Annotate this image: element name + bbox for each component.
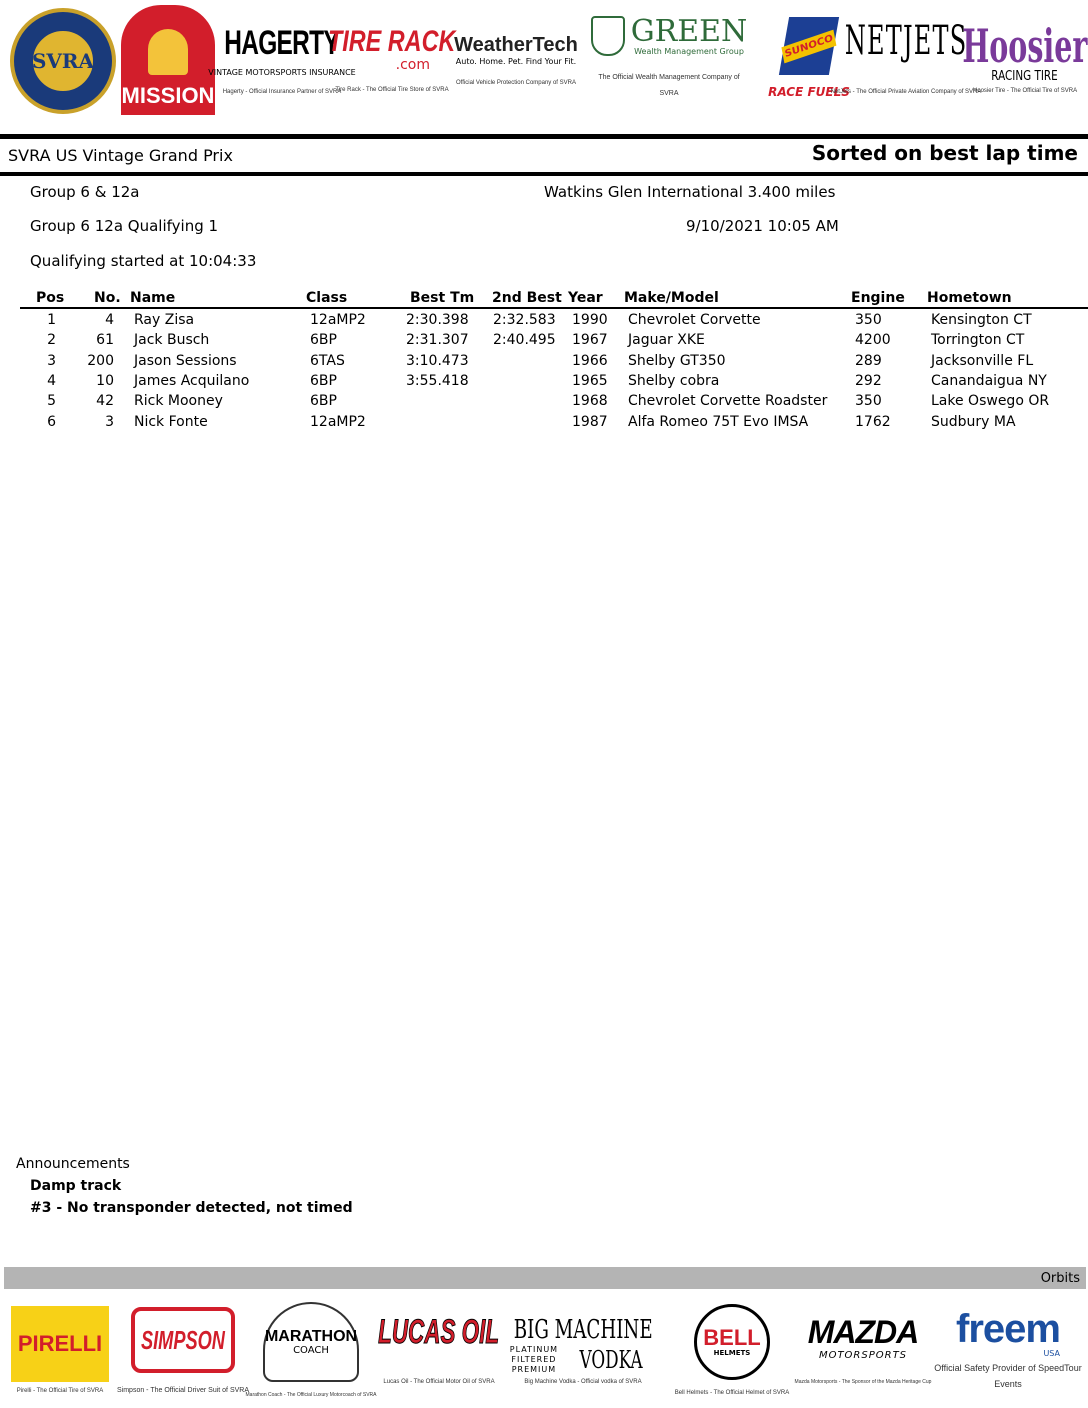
cell-second: 2:32.583 <box>493 312 556 328</box>
svra-logo-text: SVRA <box>30 28 96 94</box>
cell-hometown: Lake Oswego OR <box>931 393 1050 409</box>
cell-no: 61 <box>96 332 114 348</box>
bigmachine-tag: PLATINUM FILTERED PREMIUM <box>509 1345 559 1374</box>
session-datetime: 9/10/2021 10:05 AM <box>686 217 839 235</box>
header-rule-bottom <box>0 172 1088 176</box>
svra-logo <box>8 6 118 116</box>
lucasoil-logo <box>378 1298 500 1402</box>
cell-name: James Acquilano <box>134 373 250 389</box>
col-header-engine: Engine <box>851 290 905 306</box>
bigmachine-caption: Big Machine Vodka - Official vodka of SVRA <box>524 1379 642 1385</box>
col-header-second: 2nd Best <box>492 290 562 306</box>
col-header-year: Year <box>568 290 603 306</box>
cell-no: 10 <box>96 373 114 389</box>
weathertech-logo-text: WeatherTech <box>454 33 578 56</box>
netjets-caption: NetJets - The Official Private Aviation Company of SVRA <box>830 89 982 95</box>
bell-caption: Bell Helmets - The Official Helmet of SVRA <box>674 1390 790 1396</box>
cell-make: Alfa Romeo 75T Evo IMSA <box>628 414 809 430</box>
col-header-make: Make/Model <box>624 290 719 306</box>
bigmachine-vodka: VODKA <box>579 1346 643 1374</box>
bigmachine-logo-text: BIG MACHINE <box>513 1315 653 1345</box>
announcement-item: #3 - No transponder detected, not timed <box>30 1200 353 1216</box>
cell-class: 6BP <box>310 373 337 389</box>
sponsor-banner-top <box>0 0 1088 128</box>
cell-year: 1967 <box>572 332 608 348</box>
cell-hometown: Canandaigua NY <box>931 373 1047 389</box>
col-header-no: No. <box>94 290 121 306</box>
cell-pos: 1 <box>47 312 56 328</box>
cell-hometown: Torrington CT <box>931 332 1025 348</box>
cell-class: 6BP <box>310 332 337 348</box>
sponsor-banner-bottom <box>0 1292 1088 1408</box>
cell-engine: 350 <box>855 312 882 328</box>
cell-make: Chevrolet Corvette <box>628 312 761 328</box>
sort-label: Sorted on best lap time <box>811 141 1078 165</box>
cell-pos: 5 <box>47 393 56 409</box>
tirerack-com: .com <box>395 57 430 73</box>
col-header-hometown: Hometown <box>927 290 1012 306</box>
green-logo <box>594 10 748 108</box>
mission-logo-text: MISSION <box>121 83 215 108</box>
cell-class: 12aMP2 <box>310 312 366 328</box>
freem-caption: Official Safety Provider of SpeedTour Events <box>934 1362 1082 1389</box>
hoosier-caption: Hoosier Tire - The Official Tire of SVRA <box>972 87 1078 94</box>
pirelli-logo-text: PIRELLI <box>17 1331 103 1356</box>
col-header-class: Class <box>306 290 348 306</box>
tirerack-logo-text: TIRE RACK <box>328 25 456 58</box>
cell-name: Ray Zisa <box>134 312 195 328</box>
col-header-best: Best Tm <box>410 290 475 306</box>
cell-year: 1968 <box>572 393 608 409</box>
cell-pos: 2 <box>47 332 56 348</box>
table-row <box>0 332 1088 352</box>
cell-pos: 6 <box>47 414 56 430</box>
mazda-logo <box>794 1298 932 1402</box>
hagerty-caption: Hagerty - Official Insurance Partner of SVRA <box>222 88 342 95</box>
pirelli-logo <box>4 1298 116 1402</box>
netjets-logo <box>830 6 982 110</box>
hagerty-logo-text: HAGERTY <box>224 23 340 62</box>
pirelli-caption: Pirelli - The Official Tire of SVRA <box>16 1388 104 1394</box>
cell-make: Shelby cobra <box>628 373 720 389</box>
cell-name: Rick Mooney <box>134 393 223 409</box>
cell-no: 200 <box>87 353 114 369</box>
cell-engine: 292 <box>855 373 882 389</box>
bell-tagline: HELMETS <box>713 1349 751 1357</box>
simpson-caption: Simpson - The Official Driver Suit of SVRA <box>117 1386 250 1394</box>
weathertech-caption: Official Vehicle Protection Company of SVRA <box>456 79 576 86</box>
lucasoil-caption: Lucas Oil - The Official Motor Oil of SVRA <box>383 1379 495 1385</box>
cell-year: 1990 <box>572 312 608 328</box>
group-label: Group 6 & 12a <box>30 183 140 201</box>
bell-logo-text: BELL <box>703 1325 761 1350</box>
table-row <box>0 373 1088 393</box>
cell-pos: 4 <box>47 373 56 389</box>
tirerack-caption: Tire Rack - The Official Tire Store of SVRA <box>335 87 449 93</box>
cell-engine: 289 <box>855 353 882 369</box>
hagerty-tagline: VINTAGE MOTORSPORTS INSURANCE <box>208 67 356 77</box>
footer-label: Orbits <box>1040 1271 1080 1286</box>
freem-logo-text: freem <box>956 1306 1060 1351</box>
cell-engine: 1762 <box>855 414 891 430</box>
bigmachine-logo <box>508 1298 658 1402</box>
cell-class: 6BP <box>310 393 337 409</box>
weathertech-logo <box>452 20 580 100</box>
col-header-name: Name <box>130 290 176 306</box>
cell-no: 42 <box>96 393 114 409</box>
event-title: SVRA US Vintage Grand Prix <box>8 146 233 165</box>
hoosier-logo <box>962 6 1088 110</box>
cell-engine: 4200 <box>855 332 891 348</box>
cell-make: Jaguar XKE <box>628 332 705 348</box>
cell-year: 1966 <box>572 353 608 369</box>
cell-make: Shelby GT350 <box>628 353 726 369</box>
green-logo-text: GREEN <box>630 13 748 49</box>
tirerack-logo <box>328 8 456 112</box>
simpson-logo-text: SIMPSON <box>141 1324 225 1355</box>
cell-no: 4 <box>105 312 114 328</box>
session-start: Qualifying started at 10:04:33 <box>30 252 257 270</box>
cell-hometown: Jacksonville FL <box>931 353 1034 369</box>
marathon-logo-text: MARATHON <box>264 1327 358 1345</box>
track-label: Watkins Glen International 3.400 miles <box>544 183 836 201</box>
sunoco-tagline: RACE FUELS <box>768 85 850 99</box>
marathon-tagline: COACH <box>293 1344 329 1356</box>
table-header-rule <box>20 307 1088 309</box>
hagerty-logo <box>208 8 356 112</box>
cell-name: Jason Sessions <box>134 353 237 369</box>
lucasoil-logo-text: LUCAS OIL <box>378 1313 500 1351</box>
marathon-logo <box>246 1298 376 1402</box>
green-caption: The Official Wealth Management Company of SVRA <box>598 74 740 97</box>
freem-logo <box>932 1298 1084 1402</box>
mazda-tagline: MOTORSPORTS <box>818 1349 908 1361</box>
cell-name: Jack Busch <box>134 332 210 348</box>
cell-make: Chevrolet Corvette Roadster <box>628 393 828 409</box>
sunoco-logo-text: SUNOCO <box>781 29 836 63</box>
marathon-caption: Marathon Coach - The Official Luxury Motorcoach of SVRA <box>245 1392 377 1398</box>
cell-class: 12aMP2 <box>310 414 366 430</box>
bell-logo <box>670 1298 794 1402</box>
header-rule-top <box>0 134 1088 139</box>
cell-year: 1987 <box>572 414 608 430</box>
col-header-pos: Pos <box>36 290 65 306</box>
simpson-logo <box>117 1298 250 1402</box>
mission-logo <box>120 4 216 116</box>
session-label: Group 6 12a Qualifying 1 <box>30 217 219 235</box>
announcement-item: Damp track <box>30 1178 122 1194</box>
mazda-caption: Mazda Motorsports - The Sponsor of the Mazda Heritage Cup <box>794 1378 932 1385</box>
table-row <box>0 312 1088 332</box>
weathertech-tagline: Auto. Home. Pet. Find Your Fit. <box>455 56 577 66</box>
cell-best: 2:31.307 <box>406 332 469 348</box>
cell-best: 3:55.418 <box>406 373 469 389</box>
freem-tagline: USA <box>1043 1348 1060 1358</box>
hoosier-logo-text: Hoosier <box>962 18 1088 73</box>
cell-engine: 350 <box>855 393 882 409</box>
netjets-logo-text: NETJETS <box>844 18 968 64</box>
cell-no: 3 <box>105 414 114 430</box>
cell-hometown: Sudbury MA <box>931 414 1016 430</box>
mazda-logo-text: MAZDA <box>807 1313 919 1350</box>
table-row <box>0 353 1088 373</box>
table-row <box>0 414 1088 434</box>
cell-name: Nick Fonte <box>134 414 208 430</box>
cell-class: 6TAS <box>310 353 345 369</box>
shield-icon <box>591 16 625 56</box>
footer-bar <box>4 1267 1086 1289</box>
cell-pos: 3 <box>47 353 56 369</box>
cell-hometown: Kensington CT <box>931 312 1032 328</box>
hoosier-tagline: RACING TIRE <box>991 68 1059 84</box>
cell-year: 1965 <box>572 373 608 389</box>
cell-best: 3:10.473 <box>406 353 469 369</box>
cell-best: 2:30.398 <box>406 312 469 328</box>
announcements-title: Announcements <box>16 1156 130 1172</box>
table-row <box>0 393 1088 413</box>
green-tagline: Wealth Management Group <box>634 46 744 56</box>
cell-second: 2:40.495 <box>493 332 556 348</box>
